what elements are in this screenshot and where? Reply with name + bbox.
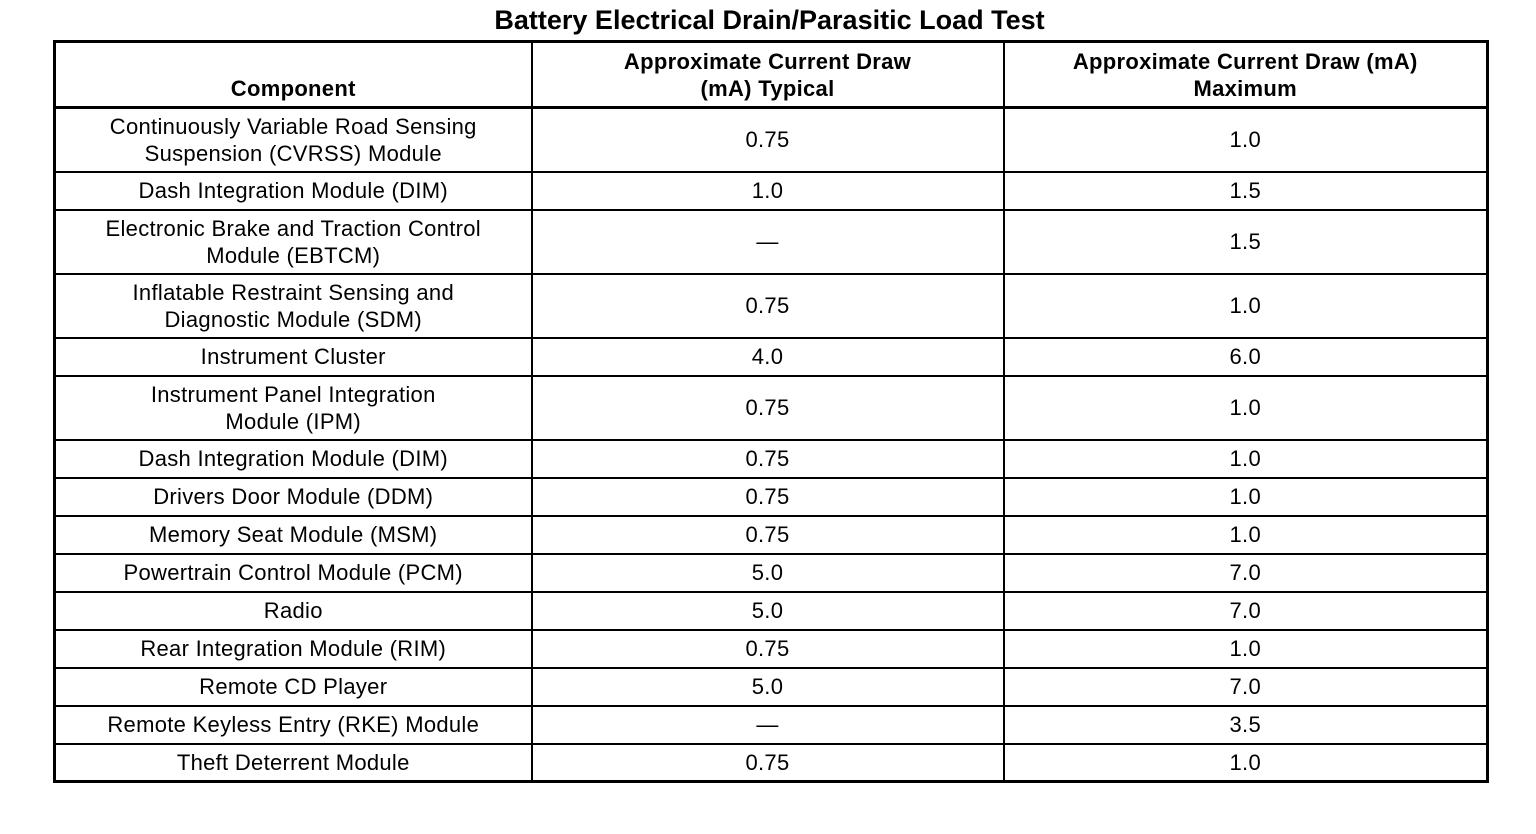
typical-cell: 1.0: [532, 172, 1004, 210]
typical-cell: 4.0: [532, 338, 1004, 376]
table-row: [55, 108, 1488, 172]
component-cell: Drivers Door Module (DDM): [55, 478, 532, 516]
column-header-maximum: Approximate Current Draw (mA) Maximum: [1004, 42, 1488, 108]
maximum-cell: 7.0: [1004, 668, 1488, 706]
component-cell: Theft Deterrent Module: [55, 744, 532, 782]
typical-cell: 0.75: [532, 516, 1004, 554]
typical-cell: 0.75: [532, 440, 1004, 478]
table-row: [55, 210, 1488, 274]
table-row: [55, 172, 1488, 210]
maximum-cell: 1.0: [1004, 274, 1488, 338]
maximum-cell: 1.0: [1004, 376, 1488, 440]
maximum-cell: 1.0: [1004, 516, 1488, 554]
maximum-cell: 1.0: [1004, 630, 1488, 668]
table-row: [55, 338, 1488, 376]
table-row: [55, 274, 1488, 338]
typical-cell: 5.0: [532, 554, 1004, 592]
typical-cell: —: [532, 706, 1004, 744]
component-cell: Electronic Brake and Traction Control Module (EBTCM): [55, 210, 532, 274]
table-row: [55, 554, 1488, 592]
component-cell: Remote CD Player: [55, 668, 532, 706]
typical-cell: 5.0: [532, 668, 1004, 706]
typical-cell: 0.75: [532, 274, 1004, 338]
typical-cell: —: [532, 210, 1004, 274]
component-cell: Continuously Variable Road Sensing Suspension (CVRSS) Module: [55, 108, 532, 172]
table-row: [55, 706, 1488, 744]
table-row: [55, 516, 1488, 554]
typical-cell: 0.75: [532, 108, 1004, 172]
table-header-row: [55, 42, 1488, 108]
maximum-cell: 7.0: [1004, 592, 1488, 630]
table-row: [55, 478, 1488, 516]
column-header-typical: Approximate Current Draw (mA) Typical: [532, 42, 1004, 108]
typical-cell: 0.75: [532, 478, 1004, 516]
table-row: [55, 440, 1488, 478]
maximum-cell: 1.5: [1004, 210, 1488, 274]
table-row: [55, 376, 1488, 440]
page-title: Battery Electrical Drain/Parasitic Load Test: [494, 5, 1045, 35]
maximum-cell: 6.0: [1004, 338, 1488, 376]
maximum-cell: 1.0: [1004, 108, 1488, 172]
component-cell: Rear Integration Module (RIM): [55, 630, 532, 668]
maximum-cell: 7.0: [1004, 554, 1488, 592]
maximum-cell: 1.0: [1004, 440, 1488, 478]
typical-cell: 0.75: [532, 376, 1004, 440]
component-cell: Instrument Cluster: [55, 338, 532, 376]
component-cell: Radio: [55, 592, 532, 630]
parasitic-load-table: [53, 40, 1489, 783]
table-row: [55, 744, 1488, 782]
component-cell: Dash Integration Module (DIM): [55, 172, 532, 210]
table-row: [55, 630, 1488, 668]
column-header-component: Component: [55, 42, 532, 108]
maximum-cell: 3.5: [1004, 706, 1488, 744]
component-cell: Powertrain Control Module (PCM): [55, 554, 532, 592]
typical-cell: 0.75: [532, 630, 1004, 668]
maximum-cell: 1.5: [1004, 172, 1488, 210]
maximum-cell: 1.0: [1004, 744, 1488, 782]
component-cell: Dash Integration Module (DIM): [55, 440, 532, 478]
maximum-cell: 1.0: [1004, 478, 1488, 516]
component-cell: Inflatable Restraint Sensing and Diagnostic Module (SDM): [55, 274, 532, 338]
table-row: [55, 668, 1488, 706]
typical-cell: 5.0: [532, 592, 1004, 630]
component-cell: Instrument Panel Integration Module (IPM): [55, 376, 532, 440]
typical-cell: 0.75: [532, 744, 1004, 782]
component-cell: Remote Keyless Entry (RKE) Module: [55, 706, 532, 744]
table-body: [55, 108, 1488, 782]
component-cell: Memory Seat Module (MSM): [55, 516, 532, 554]
table-row: [55, 592, 1488, 630]
